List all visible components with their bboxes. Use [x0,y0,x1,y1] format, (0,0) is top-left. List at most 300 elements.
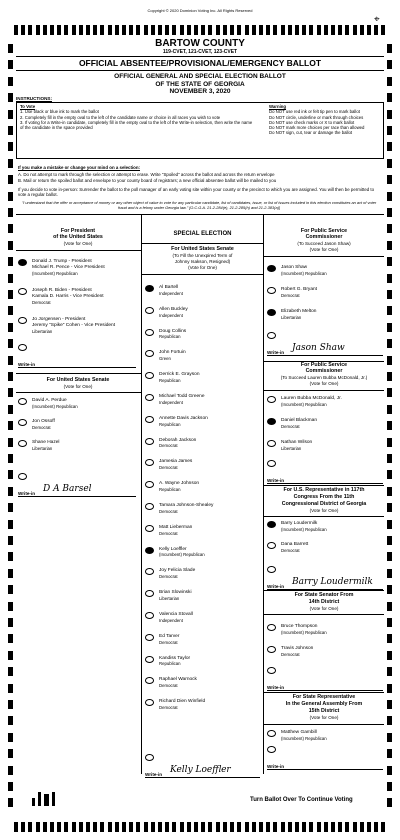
write-in-oval[interactable] [18,473,136,480]
write-in-oval[interactable] [267,332,383,339]
candidate-party: Democrat [281,292,300,298]
empty-oval-icon[interactable] [145,350,154,357]
vote-for-one: (Vote for One) [63,241,93,246]
vote-for-one: (Vote for One) [309,606,339,611]
write-in-field[interactable] [267,679,383,691]
race-title-special-senate: For United States Senate [171,246,234,252]
write-in-label: Write-in [267,478,285,483]
candidate-party: Democrat [159,465,178,471]
timing-mark [187,25,191,35]
instruction-3: 3. If voting for a Write-in candidate, completely fill in the empty oval to the left of the Write-in selection, then write the name of the candidate in the space provided [20,119,253,131]
side-timing-mark [8,503,13,512]
side-timing-mark [8,60,13,69]
empty-oval-icon[interactable] [18,473,27,480]
side-timing-mark [8,651,13,660]
side-timing-mark [8,470,13,479]
write-in-oval[interactable] [145,754,260,761]
candidate-name: Kamala D. Harris - Vice President [32,293,104,299]
candidate-name: Valencia Stovall [159,612,193,617]
candidate-text [32,288,104,305]
candidate-psc2[interactable] [267,396,383,408]
candidate-text [159,329,186,341]
timing-mark [64,822,68,832]
filled-oval-icon[interactable] [18,259,27,266]
candidate-state-senate[interactable] [267,646,383,658]
candidate-senate[interactable] [18,398,136,410]
instruction-2: 2. Completely fill in the empty oval to the left of the candidate name or choice in all races you wish to vote [20,114,221,120]
empty-oval-icon[interactable] [267,287,276,294]
warning-instructions [269,104,381,136]
side-timing-mark [8,356,13,365]
timing-mark [201,822,205,832]
candidate-name: Joy Felicia Slade [159,568,196,574]
candidate-psc[interactable] [267,265,383,277]
side-timing-mark [387,667,392,676]
side-timing-mark [387,716,392,725]
candidate-text [32,419,55,431]
empty-oval-icon[interactable] [145,754,154,761]
side-timing-mark [387,487,392,496]
side-timing-mark [8,77,13,86]
timing-mark [14,25,18,35]
side-timing-mark [8,192,13,201]
timing-mark [295,822,299,832]
filled-oval-icon[interactable] [145,547,154,554]
ballot-styles: 119-CVET, 121-CVET, 123-CVET [162,49,238,55]
timing-mark [151,822,155,832]
timing-mark [21,822,25,832]
candidate-party: Libertarian [159,595,180,601]
timing-mark [309,25,313,35]
candidate-special-senate[interactable] [145,547,260,559]
empty-oval-icon[interactable] [267,646,276,653]
vote-for-one: (Vote for One) [309,381,339,386]
candidate-party: Libertarian [281,445,302,451]
timing-mark [374,822,378,832]
empty-oval-icon[interactable] [145,329,154,336]
side-timing-mark [387,93,392,102]
write-in-oval[interactable] [267,667,383,674]
timing-mark [317,822,321,832]
candidate-party: Independent [159,312,183,318]
candidate-text [159,350,186,362]
timing-mark [93,822,97,832]
candidate-name: Al Bartell [159,285,179,290]
timing-mark [223,822,227,832]
candidate-name: Kelly Loeffler [159,546,187,552]
race-title-senate: For United States Senate [46,377,110,383]
candidate-special-senate[interactable] [145,329,260,341]
candidate-text [281,418,317,430]
write-in-label: Write-in [267,584,285,589]
race-title-state-senate: For State Senator From [294,592,354,598]
side-timing-mark [387,224,392,233]
candidate-party: Green [159,356,171,362]
candidate-name: Donald J. Trump - President [32,259,92,264]
timing-mark [129,25,133,35]
candidate-text [159,612,193,624]
to-vote-instructions [20,104,255,130]
side-timing-mark [387,110,392,119]
candidate-name: Joseph R. Biden - President [32,288,92,293]
candidate-special-senate[interactable] [145,677,260,689]
timing-mark [367,822,371,832]
side-timing-mark [387,536,392,545]
empty-oval-icon[interactable] [18,440,27,447]
race-title-psc2-2: Commissioner [305,368,343,374]
timing-mark [230,822,234,832]
candidate-party: Democrat [159,443,178,449]
empty-oval-icon[interactable] [145,459,154,466]
side-timing-mark [387,766,392,775]
instruction-1: 1. Use black or blue ink to mark the ballot [20,109,99,115]
candidate-text [159,503,213,515]
empty-oval-icon[interactable] [145,307,154,314]
timing-mark [36,822,40,832]
timing-mark [194,25,198,35]
timing-mark [331,822,335,832]
write-in-oval[interactable] [267,746,383,753]
timing-mark [108,822,112,832]
side-timing-mark [387,142,392,151]
empty-oval-icon[interactable] [145,372,154,379]
side-timing-mark [8,388,13,397]
empty-oval-icon[interactable] [267,667,276,674]
timing-mark [28,822,32,832]
race-subtitle-2: Johnny Isakson, Resigned) [174,259,231,264]
empty-oval-icon[interactable] [145,481,154,488]
timing-mark [21,25,25,35]
candidate-rep[interactable] [267,521,383,533]
timing-mark [115,822,119,832]
empty-oval-icon[interactable] [145,634,154,641]
candidate-name: Ed Tarver [159,633,180,639]
race-title-state-rep-2: In the General Assembly From [285,701,363,707]
side-timing-mark [387,700,392,709]
timing-mark [100,25,104,35]
county-name: BARTOW COUNTY [155,38,245,49]
side-timing-mark [8,536,13,545]
candidate-special-senate[interactable] [145,503,260,515]
candidate-special-senate[interactable] [145,634,260,646]
empty-oval-icon[interactable] [267,332,276,339]
candidate-text [281,265,327,277]
instructions-box [16,102,384,159]
side-timing-mark [387,470,392,479]
side-timing-mark [387,684,392,693]
side-timing-mark [387,454,392,463]
side-timing-mark [8,618,13,627]
candidate-special-senate[interactable] [145,656,260,668]
empty-oval-icon[interactable] [145,590,154,597]
timing-mark [151,25,155,35]
candidate-party: Democrat [32,299,51,305]
empty-oval-icon[interactable] [145,394,154,401]
empty-oval-icon[interactable] [267,624,276,631]
empty-oval-icon[interactable] [267,440,276,447]
timing-mark [273,25,277,35]
candidate-special-senate[interactable] [145,350,260,362]
timing-mark [360,25,364,35]
timing-mark [72,822,76,832]
candidate-special-senate[interactable] [145,699,260,711]
side-timing-mark [387,520,392,529]
candidate-special-senate[interactable] [145,438,260,450]
write-in-field[interactable] [18,356,136,368]
candidate-senate[interactable] [18,440,136,452]
side-timing-mark [387,60,392,69]
empty-oval-icon[interactable] [145,699,154,706]
side-timing-mark [387,438,392,447]
candidate-special-senate[interactable] [145,285,260,297]
write-in-oval[interactable] [267,460,383,467]
timing-mark [72,25,76,35]
candidate-text [159,438,196,450]
empty-oval-icon[interactable] [18,398,27,405]
candidate-special-senate[interactable] [145,372,260,384]
empty-oval-icon[interactable] [145,612,154,619]
candidate-text [281,396,342,408]
empty-oval-icon[interactable] [267,460,276,467]
side-timing-mark [8,339,13,348]
candidate-text [32,398,78,410]
side-timing-mark [387,552,392,561]
empty-oval-icon[interactable] [267,396,276,403]
candidate-party: Democrat [281,423,300,429]
side-timing-mark [8,634,13,643]
candidate-special-senate[interactable] [145,525,260,537]
side-timing-mark [387,241,392,250]
candidate-text [159,416,208,428]
side-timing-mark [8,323,13,332]
side-timing-mark [8,44,13,53]
empty-oval-icon[interactable] [267,746,276,753]
timing-mark [180,25,184,35]
timing-mark [50,25,54,35]
candidate-party: Libertarian [281,314,302,320]
mistake-b: B. Mail or return the spoiled ballot and envelope to your county board of registrars; a new official absentee ballot will be mailed to you [18,178,277,183]
side-timing-mark [8,224,13,233]
candidate-party: Republican [159,334,181,340]
candidate-name: David A. Perdue [32,398,67,403]
race-title-rep-2: Congress From the 11th [293,494,355,500]
candidate-name: Dana Barrett [281,542,309,547]
candidate-name: Brian Slowinski [159,590,192,596]
timing-mark [324,822,328,832]
timing-mark [317,25,321,35]
timing-mark [360,822,364,832]
candidate-party: (Incumbent) Republican [281,526,327,532]
candidate-state-senate[interactable] [267,624,383,636]
write-in-label: Write-in [18,362,36,367]
candidate-president[interactable] [18,259,136,276]
candidate-special-senate[interactable] [145,416,260,428]
empty-oval-icon[interactable] [145,438,154,445]
candidate-special-senate[interactable] [145,481,260,493]
copyright: Copyright © 2020 Dominion Voting Inc. All Rights Reserved [147,8,253,13]
timing-mark [331,25,335,35]
side-timing-mark [8,421,13,430]
candidate-name: Jon Ossoff [32,419,55,424]
empty-oval-icon[interactable] [18,419,27,426]
empty-oval-icon[interactable] [18,344,27,351]
empty-oval-icon[interactable] [18,317,27,324]
side-timing-mark [8,487,13,496]
candidate-name: Barry Loudermilk [281,521,318,526]
timing-mark [252,25,256,35]
candidate-psc[interactable] [267,309,383,321]
candidate-text [159,590,192,602]
side-timing-mark [387,356,392,365]
race-title-president: For President [60,228,96,234]
side-timing-mark [387,306,392,315]
timing-mark [216,822,220,832]
mistake-heading: If you make a mistake or change your mind on a selection: [18,165,140,170]
write-in-label: Write-in [267,350,285,355]
timing-mark [144,822,148,832]
empty-oval-icon[interactable] [145,525,154,532]
side-timing-mark [387,323,392,332]
side-timing-mark [8,733,13,742]
candidate-special-senate[interactable] [145,590,260,602]
candidate-text [159,634,179,646]
filled-oval-icon[interactable] [267,418,276,425]
timing-mark [50,822,54,832]
empty-oval-icon[interactable] [267,730,276,737]
candidate-psc2[interactable] [267,418,383,430]
timing-marks-top [14,25,386,35]
filled-oval-icon[interactable] [267,309,276,316]
candidate-president[interactable] [18,317,136,334]
candidate-senate[interactable] [18,419,136,431]
empty-oval-icon[interactable] [267,542,276,549]
timing-mark [353,25,357,35]
race-title-state-rep: For State Representative [292,694,356,700]
side-timing-mark [387,405,392,414]
race-title-rep-3: Congressional District of Georgia [281,501,367,507]
timing-marks-bottom [14,822,386,832]
write-in-field[interactable] [267,758,383,770]
timing-mark [230,25,234,35]
side-timing-mark [8,438,13,447]
candidate-name: Jason Shaw [281,265,308,270]
barcode [32,792,55,806]
candidate-party: (Incumbent) Republican [281,735,327,741]
vote-for-one: (Vote for One) [63,384,93,389]
timing-mark [281,25,285,35]
side-timing-mark [8,306,13,315]
empty-oval-icon[interactable] [145,503,154,510]
candidate-text [281,287,317,299]
candidate-party: Democrat [159,508,178,514]
timing-mark [122,25,126,35]
candidate-special-senate[interactable] [145,307,260,319]
timing-mark [79,25,83,35]
timing-mark [43,25,47,35]
race-subtitle: (To Succeed Lauren Bubba McDonald, Jr.) [280,375,368,380]
candidate-party: Republican [159,377,181,383]
candidate-special-senate[interactable] [145,459,260,471]
side-timing-mark [387,175,392,184]
candidate-special-senate[interactable] [145,612,260,624]
side-timing-mark [8,241,13,250]
timing-mark [165,25,169,35]
candidate-text [159,372,200,384]
race-subtitle: (To Succeed Jason Shaw) [297,241,351,246]
candidate-rep[interactable] [267,542,383,554]
side-timing-mark [8,405,13,414]
write-in-oval[interactable] [18,344,136,351]
candidate-name: Allen Buckley [159,306,188,312]
handwritten-name: Barry Loudermilk [292,577,373,587]
timing-mark [288,25,292,35]
candidate-text [159,656,190,668]
side-timing-mark [387,585,392,594]
timing-mark [122,822,126,832]
timing-mark [338,25,342,35]
empty-oval-icon[interactable] [145,568,154,575]
warning-2: Do NOT circle, underline or mark through choices [269,114,364,120]
race-title-president-2: of the United States [53,234,103,240]
side-timing-mark [8,602,13,611]
side-timing-mark [8,372,13,381]
candidate-party: Independent [159,617,183,623]
candidate-party: Independent [159,290,183,296]
timing-mark [136,25,140,35]
candidate-name: Nathan Wilson [281,440,313,445]
side-timing-mark [8,585,13,594]
warning-label: Warning [269,104,287,109]
candidate-party: (Incumbent) Republican [281,270,327,276]
filled-oval-icon[interactable] [267,521,276,528]
timing-mark [108,25,112,35]
write-in-field[interactable] [267,472,383,484]
candidate-name: Jo Jorgensen - President [32,317,86,322]
timing-mark [36,25,40,35]
turn-over-notice: Turn Ballot Over To Continue Voting [250,797,353,803]
subtitle-line-2: OF THE STATE OF GEORGIA [155,80,245,88]
filled-oval-icon[interactable] [145,285,154,292]
empty-oval-icon[interactable] [18,288,27,295]
candidate-name: Deborah Jackson [159,437,197,443]
legal-statement: "I understand that the offer or acceptance of money or any other object of value to vote for any particular candidate, list of candidates, issue, or list of issues included in this election constitutes an act of voter fraud and is a felony under Georgia law." [O.C.G.A. 21-2-284(e), 21-2-285(h) and 21-2-383(a)] [21,200,377,210]
side-timing-mark [387,77,392,86]
empty-oval-icon[interactable] [267,566,276,573]
candidate-special-senate[interactable] [145,394,260,406]
candidate-psc2[interactable] [267,440,383,452]
candidate-name: Lauren Bubba McDonald, Jr. [281,396,342,401]
write-in-oval[interactable] [267,566,383,573]
candidate-state-rep[interactable] [267,730,383,742]
timing-mark [353,822,357,832]
filled-oval-icon[interactable] [267,265,276,272]
empty-oval-icon[interactable] [145,677,154,684]
side-timing-mark [387,733,392,742]
empty-oval-icon[interactable] [145,656,154,663]
candidate-psc[interactable] [267,287,383,299]
side-timing-mark [8,454,13,463]
registration-mark-icon: ⌖ [374,14,380,25]
side-timing-mark [8,208,13,217]
candidate-party: Democrat [159,530,178,536]
side-timing-mark [8,520,13,529]
candidate-president[interactable] [18,288,136,305]
candidate-special-senate[interactable] [145,568,260,580]
empty-oval-icon[interactable] [145,416,154,423]
candidate-text [159,394,205,406]
warning-4: Do NOT mark more choices per race than allowed [269,125,365,131]
candidate-party: (Incumbent) Republican [32,403,78,409]
